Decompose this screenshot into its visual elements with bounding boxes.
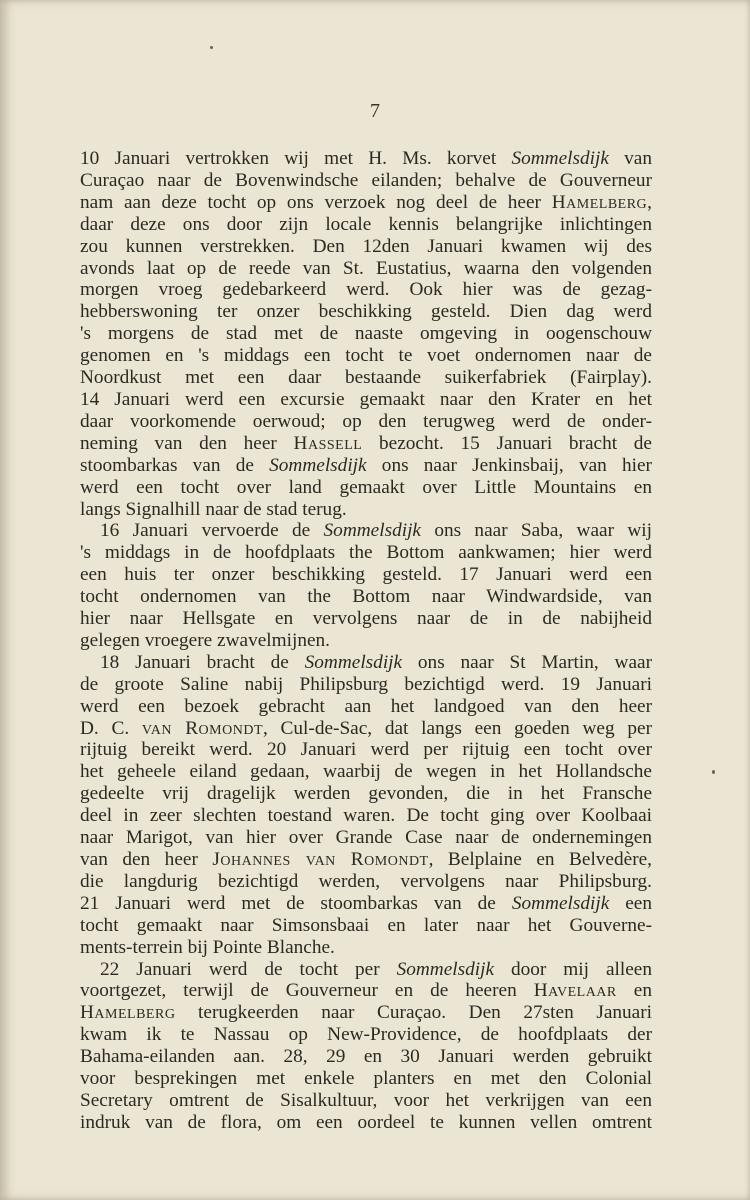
text-run: daar voorkomende oerwoud; op den terugweg werd de onder- [80, 410, 652, 432]
text-run: 21 Januari werd met de stoombarkas van de [80, 892, 512, 914]
text-run: rijtuig bereikt werd. 20 Januari werd per rijtuig een tocht over [80, 739, 652, 761]
ship-name: Sommelsdijk [396, 958, 495, 980]
text-line [80, 236, 652, 258]
text-line [80, 739, 652, 761]
text-line [80, 279, 652, 301]
text-run: de groote Saline nabij Philipsburg bezichtigd werd. 19 Januari [80, 673, 652, 695]
text-run: 18 Januari bracht de [100, 651, 305, 673]
ship-name: Sommelsdijk [511, 148, 609, 169]
text-line [80, 959, 652, 981]
text-run: Noordkust met een daar bestaande suikerfabriek (Fairplay). [80, 367, 652, 389]
text-line [80, 301, 652, 323]
text-line [80, 148, 652, 170]
text-line [80, 718, 652, 740]
text-line [80, 980, 652, 1002]
text-line [80, 871, 652, 893]
text-run: ons naar St Martin, waar [402, 651, 652, 673]
text-run: van [608, 148, 652, 169]
text-line [80, 893, 652, 915]
paper-speck [210, 46, 213, 49]
text-run: terugkeerden naar Curaçao. Den 27sten Januari [175, 1002, 652, 1024]
text-run: bezocht. 15 Januari bracht de [362, 432, 652, 454]
text-line [80, 696, 652, 718]
text-line [80, 1046, 652, 1068]
text-line [80, 652, 652, 674]
text-run: een [609, 892, 652, 914]
text-run: voortgezet, terwijl de Gouverneur en de heeren [80, 980, 534, 1002]
text-line [80, 411, 652, 433]
text-line [80, 433, 652, 455]
text-run: langs Signalhill naar de stad terug. [80, 498, 347, 520]
text-line [80, 1024, 652, 1046]
person-name: Johannes van Romondt [212, 849, 429, 870]
text-run: genomen en 's middags een tocht te voet ondernomen naar de [80, 345, 652, 367]
text-line [80, 214, 652, 236]
text-line [80, 608, 652, 630]
text-line [80, 455, 652, 477]
text-line [80, 915, 652, 937]
text-run: werd een tocht over land gemaakt over Little Mountains en [80, 476, 652, 498]
page-number: 7 [370, 100, 380, 122]
ship-name: Sommelsdijk [269, 454, 367, 476]
text-run: hier naar Hellsgate en vervolgens naar de in de nabijheid [80, 608, 652, 630]
text-run: 14 Januari werd een excursie gemaakt naar den Krater en het [80, 388, 652, 410]
text-run: 16 Januari vervoerde de [100, 520, 324, 542]
text-run: ons naar Saba, waar wij [421, 520, 652, 542]
text-line [80, 389, 652, 411]
text-line [80, 937, 652, 959]
text-line [80, 674, 652, 696]
text-line [80, 630, 652, 652]
text-run: naar Marigot, van hier over Grande Case naar de ondernemingen [80, 827, 652, 849]
text-line [80, 1002, 652, 1024]
text-line [80, 367, 652, 389]
body-text [80, 148, 652, 1134]
paper-speck [712, 770, 715, 774]
ship-name: Sommelsdijk [511, 892, 610, 914]
text-line [80, 192, 652, 214]
text-line [80, 827, 652, 849]
ship-name: Sommelsdijk [304, 651, 403, 673]
text-run: indruk van de flora, om een oordeel te kunnen vellen omtrent [80, 1111, 652, 1133]
text-line [80, 586, 652, 608]
text-run: door mij alleen [494, 958, 653, 980]
text-run: 22 Januari werd de tocht per [100, 958, 397, 980]
text-run: morgen vroeg gedebarkeerd werd. Ook hier was de gezag- [80, 279, 652, 301]
text-line [80, 258, 652, 280]
text-run: zou kunnen verstrekken. Den 12den Januari kwamen wij des [80, 235, 652, 257]
text-run: , [647, 191, 652, 213]
text-line [80, 805, 652, 827]
text-line [80, 323, 652, 345]
person-name: van Romondt [141, 717, 263, 739]
text-line [80, 849, 652, 871]
text-run: kwam ik te Nassau op New-Providence, de hoofdplaats der [80, 1024, 652, 1046]
text-run: voor besprekingen met enkele planters en met den Colonial [80, 1068, 652, 1090]
person-name: Hamelberg [80, 1002, 176, 1024]
text-run: werd een bezoek gebracht aan het landgoed van den heer [80, 695, 652, 717]
text-run: ons naar Jenkinsbaij, van hier [366, 454, 652, 476]
text-run: 10 Januari vertrokken wij met H. Ms. korvet [80, 148, 512, 169]
text-run: ments-terrein bij Pointe Blanche. [80, 936, 335, 958]
text-line [80, 477, 652, 499]
text-run: nam aan deze tocht op ons verzoek nog deel de heer [80, 191, 552, 213]
ship-name: Sommelsdijk [323, 520, 421, 542]
text-run: tocht gemaakt naar Simsonsbaai en later naar het Gouverne- [80, 914, 652, 936]
person-name: Hassell [293, 432, 363, 454]
person-name: Hamelberg [551, 191, 648, 213]
text-line [80, 520, 652, 542]
text-run: Curaçao naar de Bovenwindsche eilanden; behalve de Gouverneur [80, 169, 652, 191]
text-line [80, 499, 652, 521]
text-line [80, 783, 652, 805]
text-run: avonds laat op de reede van St. Eustatius, waarna den volgenden [80, 257, 652, 279]
text-run: 's middags in de hoofdplaats the Bottom aankwamen; hier werd [80, 542, 652, 564]
text-line [80, 1090, 652, 1112]
text-run: een huis ter onzer beschikking gesteld. 17 Januari werd een [80, 564, 652, 586]
text-run: neming van den heer [80, 432, 294, 454]
text-run: stoombarkas van de [80, 454, 270, 476]
text-run: het geheele eiland gedaan, waarbij de wegen in het Hollandsche [80, 761, 652, 783]
text-run: gelegen vroegere zwavelmijnen. [80, 629, 330, 651]
text-run: hebberswoning ter onzer beschikking gesteld. Dien dag werd [80, 301, 652, 323]
person-name: Havelaar [533, 980, 617, 1002]
text-line [80, 1068, 652, 1090]
text-run: en [616, 980, 652, 1002]
text-run: D. C. [80, 717, 142, 739]
text-run: die langdurig bezichtigd werden, vervolgens naar Philipsburg. [80, 870, 652, 892]
text-line [80, 345, 652, 367]
text-run: van den heer [80, 849, 213, 870]
text-line [80, 1112, 652, 1134]
text-line [80, 761, 652, 783]
text-run: gedeelte vrij dragelijk werden gevonden, die in het Fransche [80, 783, 652, 805]
text-run: , Belplaine en Belvedère, [428, 849, 652, 870]
text-run: daar deze ons door zijn locale kennis belangrijke inlichtingen [80, 213, 652, 235]
text-run: Secretary omtrent de Sisalkultuur, voor het verkrijgen van een [80, 1089, 652, 1111]
text-run: 's morgens de stad met de naaste omgeving in oogenschouw [80, 323, 652, 345]
text-line [80, 170, 652, 192]
text-run: Bahama-eilanden aan. 28, 29 en 30 Januari werden gebruikt [80, 1046, 652, 1068]
text-line [80, 542, 652, 564]
text-run: , Cul-de-Sac, dat langs een goeden weg per [263, 717, 652, 739]
text-line [80, 564, 652, 586]
text-run: deel in zeer slechten toestand waren. De tocht ging over Koolbaai [80, 805, 652, 827]
text-run: tocht ondernomen van the Bottom naar Windwardside, van [80, 586, 652, 608]
